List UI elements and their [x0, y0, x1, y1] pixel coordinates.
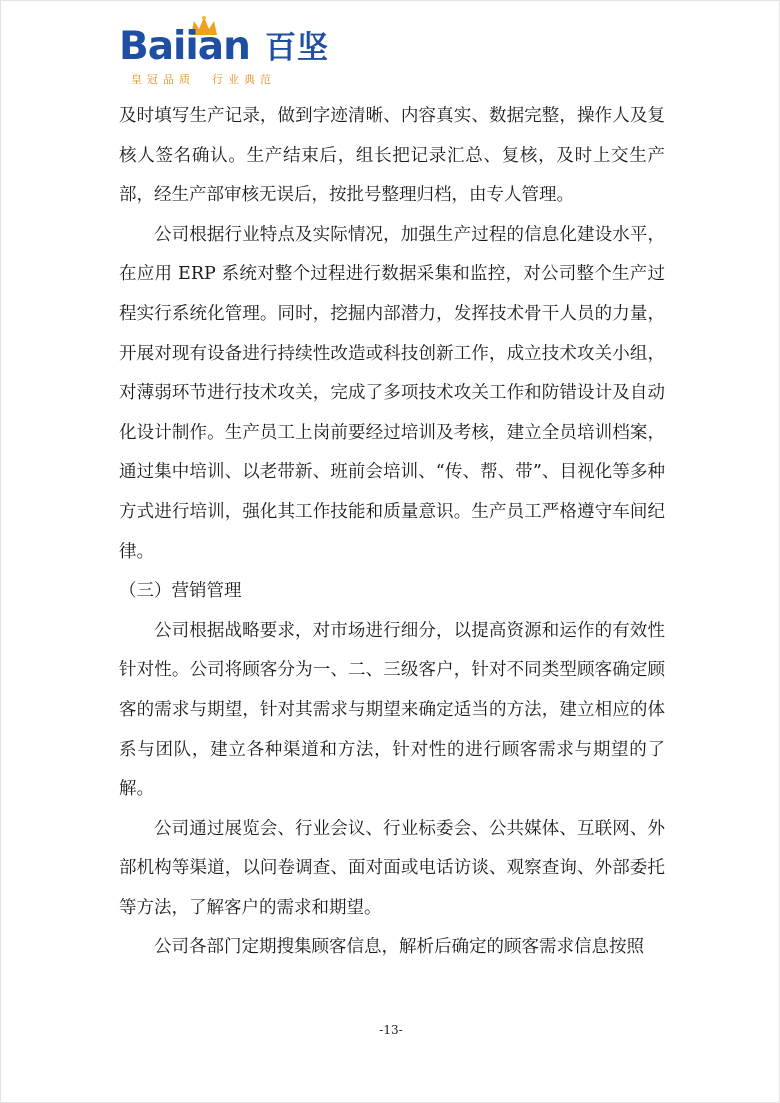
document-body — [119, 97, 665, 968]
paragraph: 公司各部门定期搜集顾客信息，解析后确定的顾客需求信息按照 — [154, 937, 644, 958]
paragraph: 及时填写生产记录，做到字迹清晰、内容真实、数据完整，操作人及复核人签名确认。生产结束后，组长把记录汇总、复核，及时上交生产部，经生产部审核无误后，按批号整理归档，由专人管理。 — [119, 106, 665, 206]
paragraph: 公司通过展览会、行业会议、行业标委会、公共媒体、互联网、外部机构等渠道，以问卷调查、面对面或电话访谈、观察查询、外部委托等方法，了解客户的需求和期望。 — [119, 818, 665, 918]
paragraph: 公司根据战略要求，对市场进行细分，以提高资源和运作的有效性针对性。公司将顾客分为一、二、三级客户，针对不同类型顾客确定顾客的需求与期望，针对其需求与期望来确定适当的方法，建立相应的体系与团队，建立各种渠道和方法，针对性的进行顾客需求与期望的了解。 — [119, 620, 665, 800]
logo-chinese-name: 百坚 — [265, 30, 329, 66]
page-number: -13- — [379, 1023, 403, 1037]
logo-slogan: 皇冠品质 行业典范 — [131, 73, 276, 86]
logo-wordmark: Baiian — [119, 24, 250, 69]
section-heading: （三）营销管理 — [119, 581, 242, 602]
company-logo — [119, 15, 359, 87]
paragraph: 公司根据行业特点及实际情况，加强生产过程的信息化建设水平，在应用 ERP 系统对整个过程进行数据采集和监控，对公司整个生产过程实行系统化管理。同时，挖掘内部潜力，发挥技术骨干人员的力量，开展对现有设备进行持续性改造或科技创新工作，成立技术攻关小组，对薄弱环节进行技术攻关，完成了多项技术攻关工作和防错设计及自动化设计制作。生产员工上岗前要经过培训及考核，建立全员培训档案，通过集中培训、以老带新、班前会培训、“传、帮、带”、目视化等多种方式进行培训，强化其工作技能和质量意识。生产员工严格遵守车间纪律。 — [119, 224, 665, 562]
